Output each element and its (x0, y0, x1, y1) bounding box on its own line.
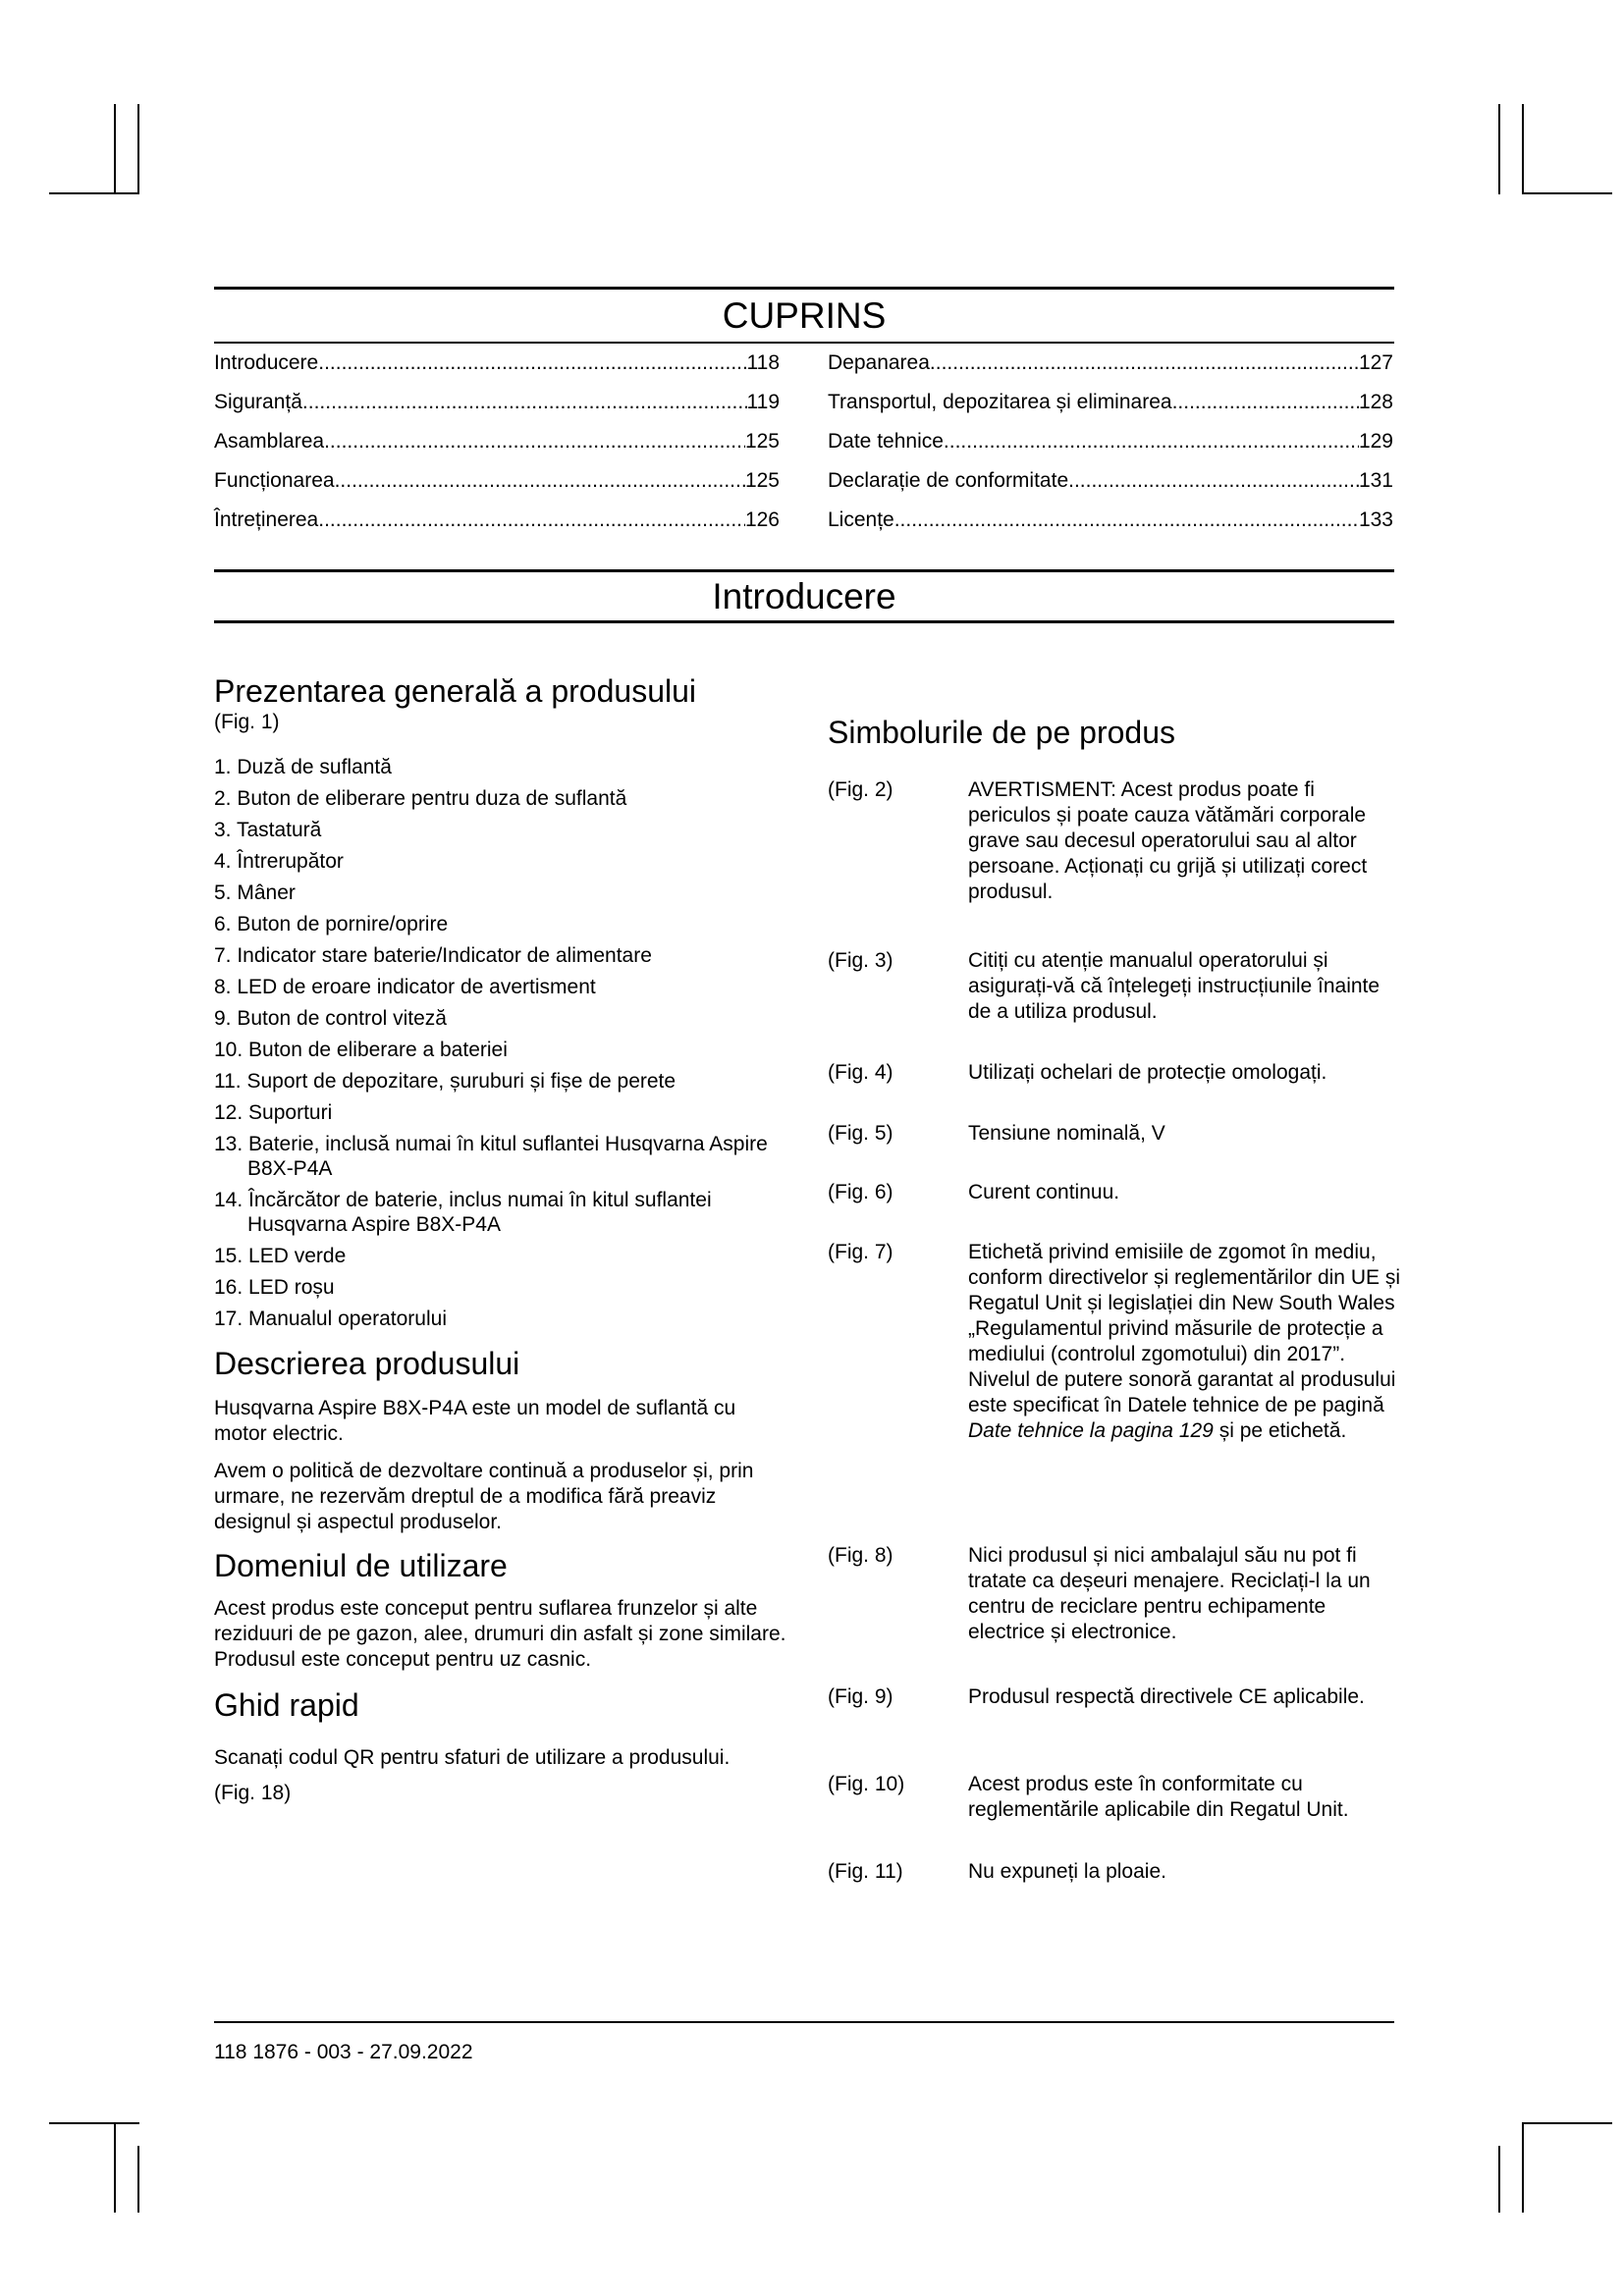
cuprins-title: CUPRINS (722, 295, 887, 336)
quick-p1: Scanați codul QR pentru sfaturi de utilizare a produsului. (214, 1746, 731, 1769)
toc-left (214, 350, 780, 547)
list-item: 4. Întrerupător (214, 850, 344, 873)
footer-text: 118 1876 - 003 - 27.09.2022 (214, 2041, 473, 2063)
list-item: 6. Buton de pornire/oprire (214, 913, 449, 935)
usage-p1: Acest produs este conceput pentru suflarea frunzelor și alte reziduuri de pe gazon, alee, drumuri din asfalt și zone similare. Produsul este conceput pentru uz casnic. (214, 1597, 786, 1671)
toc-right (828, 350, 1393, 547)
list-item: 1. Duză de suflantă (214, 756, 392, 778)
date-tehnice-link[interactable]: Date tehnice la pagina 129 (968, 1419, 1214, 1442)
intro-bottom-rule (214, 620, 1394, 623)
toc-entry[interactable]: Întreținerea ..... 126 (214, 507, 780, 533)
list-item: 11. Suport de depozitare, șuruburi și fișe de perete (214, 1070, 677, 1093)
toc-entry[interactable]: Date tehnice ..... 129 (828, 429, 1393, 454)
toc-entry[interactable]: Asamblarea ..... 125 (214, 429, 780, 454)
description-heading: Descrierea produsului (214, 1346, 520, 1381)
list-item: 7. Indicator stare baterie/Indicator de alimentare (214, 944, 652, 967)
list-item: 3. Tastatură (214, 819, 322, 841)
list-item: 9. Buton de control viteză (214, 1007, 447, 1030)
quick-fig: (Fig. 18) (214, 1782, 292, 1804)
toc-entry[interactable]: Introducere ..... 118 (214, 350, 780, 376)
list-item: 2. Buton de eliberare pentru duza de suflantă (214, 787, 627, 810)
left-column (214, 672, 787, 1806)
description-p1: Husqvarna Aspire B8X-P4A este un model de suflantă cu motor electric. (214, 1397, 736, 1445)
list-item: 13. Baterie, inclusă numai în kitul suflantei Husqvarna Aspire B8X-P4A (214, 1133, 768, 1180)
list-item: 17. Manualul operatorului (214, 1308, 447, 1330)
toc-entry[interactable]: Siguranță ..... 119 (214, 390, 780, 415)
toc-entry[interactable]: Funcționarea ..... 125 (214, 468, 780, 494)
toc-entry[interactable]: Declarație de conformitate ..... 131 (828, 468, 1393, 494)
list-item: 10. Buton de eliberare a bateriei (214, 1039, 508, 1061)
parts-list (214, 755, 787, 1331)
overview-heading: Prezentarea generală a produsului (214, 673, 696, 709)
top-rule (214, 287, 1394, 290)
symbols-heading: Simbolurile de pe produs (828, 715, 1175, 750)
list-item: 16. LED roșu (214, 1276, 335, 1299)
intro-top-rule (214, 569, 1394, 572)
quick-heading: Ghid rapid (214, 1687, 359, 1723)
list-item: 5. Mâner (214, 881, 296, 904)
list-item: 12. Suporturi (214, 1101, 333, 1124)
usage-heading: Domeniul de utilizare (214, 1548, 508, 1583)
toc-entry[interactable]: Licențe ..... 133 (828, 507, 1393, 533)
cuprins-rule (214, 342, 1394, 344)
toc-entry[interactable]: Transportul, depozitarea și eliminarea ..... 128 (828, 390, 1393, 415)
list-item: 15. LED verde (214, 1245, 347, 1267)
toc-entry[interactable]: Depanarea ..... 127 (828, 350, 1393, 376)
noise-label-text: Etichetă privind emisiile de zgomot în mediu, conform directivelor și reglementărilor din UE și Regatul Unit și legislației din New South Wales „Regulamentul privind măsurile de protecție a mediului (controlul zgomotului) din 2017”. Nivelul de putere sonoră garantat al produsului este specificat în Datele tehnice de pe pagină Date tehnice la pagina 129 și pe etichetă. (968, 1241, 1400, 1442)
intro-title: Introducere (712, 576, 896, 616)
description-p2: Avem o politică de dezvoltare continuă a produselor și, prin urmare, ne rezervăm dreptul de a modifica fără preaviz designul și aspectul produselor. (214, 1460, 754, 1533)
list-item: 8. LED de eroare indicator de avertisment (214, 976, 596, 998)
overview-fig: (Fig. 1) (214, 711, 280, 733)
footer-rule (214, 2021, 1394, 2023)
list-item: 14. Încărcător de baterie, inclus numai în kitul suflantei Husqvarna Aspire B8X-P4A (214, 1189, 712, 1236)
